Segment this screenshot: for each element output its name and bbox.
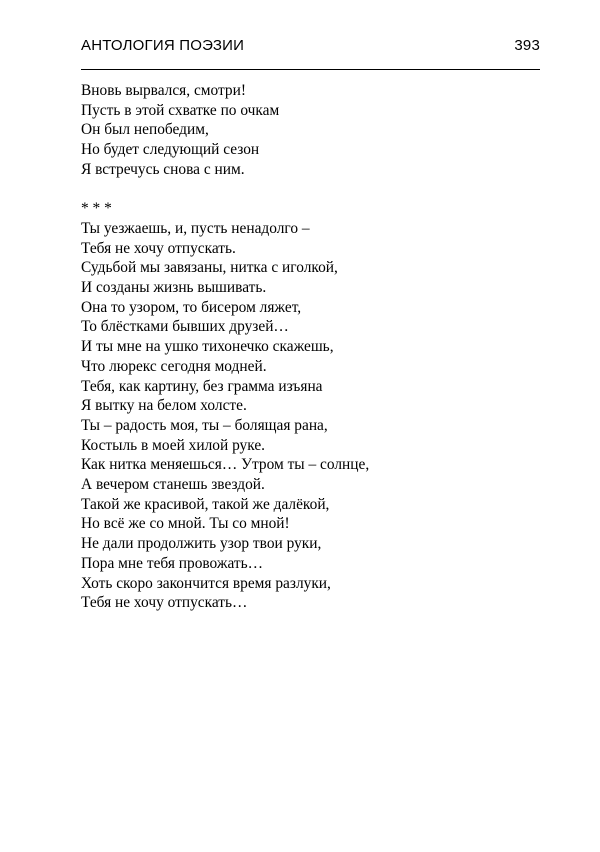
poem-line: Пусть в этой схватке по очкам: [81, 101, 280, 119]
poem-line: Я вытку на белом холсте.: [81, 397, 247, 415]
running-header: [81, 34, 540, 58]
header-rule: [81, 69, 540, 70]
poem-line: Тебя не хочу отпускать…: [81, 594, 248, 612]
poem-line: Тебя, как картину, без грамма изъяна: [81, 377, 323, 395]
poem-line: Он был непобедим,: [81, 121, 209, 139]
poem-line: Как нитка меняешься… Утром ты – солнце,: [81, 456, 370, 474]
poem-ending: [81, 81, 540, 180]
page-number: 393: [514, 37, 540, 54]
poem: [81, 199, 540, 613]
poem-line: Но всё же со мной. Ты со мной!: [81, 515, 290, 533]
poem-line: Хоть скоро закончится время разлуки,: [81, 574, 331, 592]
poem-line: Вновь вырвался, смотри!: [81, 82, 246, 99]
poem-line: Она то узором, то бисером ляжет,: [81, 298, 302, 316]
poem-line: Ты уезжаешь, и, пусть ненадолго –: [81, 219, 310, 237]
poem-line: Что люрекс сегодня модней.: [81, 357, 267, 375]
poem-line: Судьбой мы завязаны, нитка с иголкой,: [81, 259, 338, 277]
book-title: АНТОЛОГИЯ ПОЭЗИИ: [81, 37, 245, 54]
poem-line: Но будет следующий сезон: [81, 141, 260, 159]
poem-line: Я встречусь снова с ним.: [81, 160, 245, 178]
poem-line: Не дали продолжить узор твои руки,: [81, 535, 322, 553]
poem-line: А вечером станешь звездой.: [81, 476, 265, 494]
poem-line: Костыль в моей хилой руке.: [81, 436, 266, 454]
poem-line: Такой же красивой, такой же далёкой,: [81, 495, 330, 513]
poem-line: И ты мне на ушко тихонечко скажешь,: [81, 338, 334, 356]
poem-line: Тебя не хочу отпускать.: [81, 239, 236, 257]
poem-line: И созданы жизнь вышивать.: [81, 279, 267, 297]
poetry-text: [81, 81, 540, 613]
poem-line: Ты – радость моя, ты – болящая рана,: [81, 416, 328, 434]
poem-line: То блёстками бывших друзей…: [81, 318, 289, 336]
poem-line: Пора мне тебя провожать…: [81, 554, 264, 572]
poem-separator: * * *: [81, 200, 112, 218]
